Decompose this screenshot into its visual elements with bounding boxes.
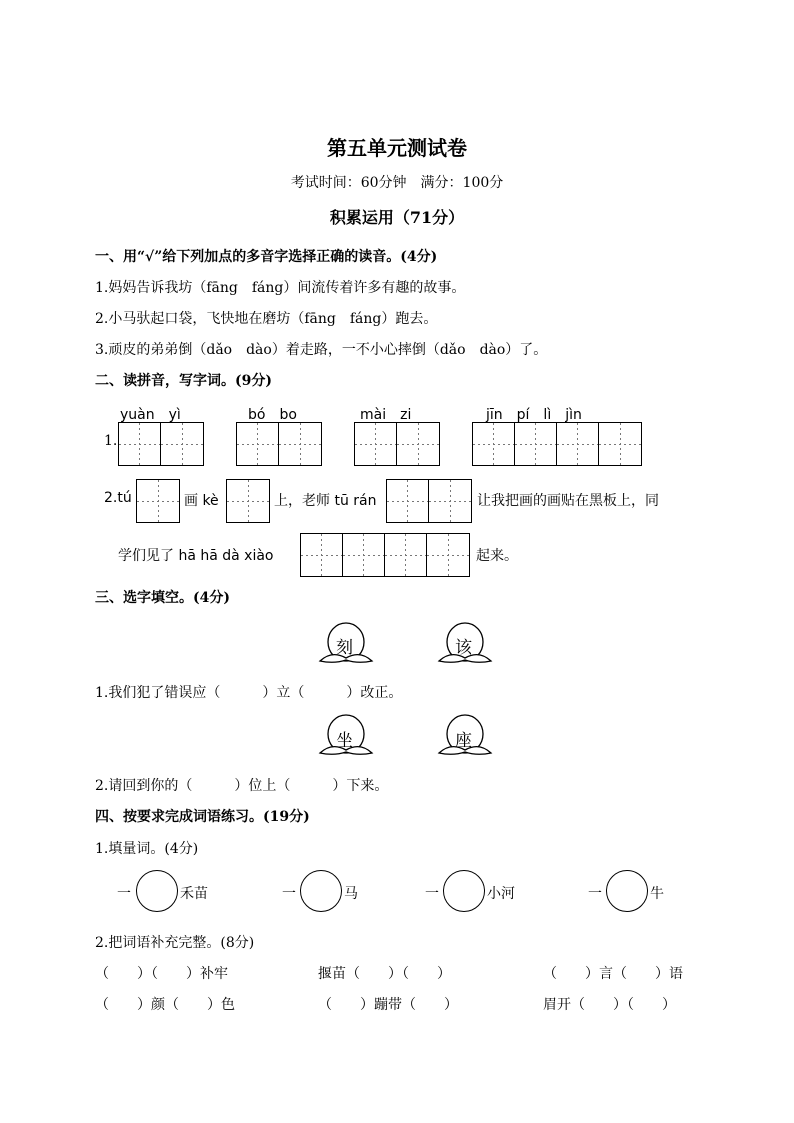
- peach-char-1: 刻: [336, 638, 353, 658]
- pinyin-1: yuàn yì: [120, 407, 181, 423]
- q3-heading: 三、选字填空。(4分): [95, 590, 230, 606]
- grid-cell[interactable]: [387, 480, 429, 522]
- q4-sub-2: 2.把词语补充完整。(8分): [95, 935, 255, 951]
- q3-item-1: 1.我们犯了错误应（ ）立（ ）改正。: [95, 685, 403, 701]
- grid-cell[interactable]: [397, 423, 439, 465]
- row2-text-b: 画 kè: [184, 493, 219, 509]
- writing-grid-5[interactable]: [136, 479, 180, 523]
- dash-yi: 一: [117, 886, 131, 902]
- q4-heading: 四、按要求完成词语练习。(19分): [95, 809, 310, 825]
- dash-yi: 一: [425, 886, 439, 902]
- q1-item-1: 1.妈妈告诉我坊（fāng fáng）间流传着许多有趣的故事。: [95, 280, 466, 296]
- grid-cell[interactable]: [119, 423, 161, 465]
- page-title: 第五单元测试卷: [327, 136, 467, 160]
- answer-circle[interactable]: [300, 870, 342, 912]
- writing-grid-6[interactable]: [226, 479, 270, 523]
- grid-cell[interactable]: [385, 534, 427, 576]
- dash-yi: 一: [588, 886, 602, 902]
- writing-grid-3[interactable]: [354, 422, 440, 466]
- grid-cell[interactable]: [557, 423, 599, 465]
- q1-heading: 一、用“√”给下列加点的多音字选择正确的读音。(4分): [95, 249, 438, 265]
- row2-text-a: 2.tú: [104, 490, 132, 506]
- grid-cell[interactable]: [237, 423, 279, 465]
- grid-cell[interactable]: [599, 423, 641, 465]
- grid-cell[interactable]: [137, 480, 179, 522]
- pinyin-4: jīn pí lì jìn: [486, 407, 582, 423]
- q4-sub-1: 1.填量词。(4分): [95, 841, 199, 857]
- writing-grid-8[interactable]: [300, 533, 470, 577]
- grid-cell[interactable]: [279, 423, 321, 465]
- grid-cell[interactable]: [161, 423, 203, 465]
- answer-circle[interactable]: [136, 870, 178, 912]
- idiom-5: （ ）蹦带（ ）: [318, 997, 458, 1013]
- q3-item-2: 2.请回到你的（ ）位上（ ）下来。: [95, 778, 389, 794]
- row2-text-e: 学们见了 hā hā dà xiào: [118, 548, 274, 564]
- measure-noun-1: 禾苗: [180, 886, 208, 902]
- measure-noun-3: 小河: [487, 886, 515, 902]
- exam-info: 考试时间：60分钟 满分：100分: [290, 175, 504, 191]
- q1-item-2: 2.小马驮起口袋，飞快地在磨坊（fāng fáng）跑去。: [95, 311, 438, 327]
- grid-cell[interactable]: [355, 423, 397, 465]
- idiom-3: （ ）言（ ）语: [543, 966, 683, 982]
- writing-grid-7[interactable]: [386, 479, 472, 523]
- grid-cell[interactable]: [301, 534, 343, 576]
- q2-heading: 二、读拼音，写字词。(9分): [95, 373, 272, 389]
- grid-cell[interactable]: [515, 423, 557, 465]
- section-heading: 积累运用（71分）: [329, 208, 465, 227]
- writing-grid-2[interactable]: [236, 422, 322, 466]
- grid-cell[interactable]: [427, 534, 469, 576]
- grid-cell[interactable]: [473, 423, 515, 465]
- row2-text-f: 起来。: [476, 548, 518, 564]
- idiom-1: （ ）（ ）补牢: [95, 966, 228, 982]
- writing-grid-1[interactable]: [118, 422, 204, 466]
- grid-cell[interactable]: [429, 480, 471, 522]
- row1-number: 1.: [104, 433, 118, 449]
- measure-noun-4: 牛: [650, 886, 664, 902]
- idiom-4: （ ）颜（ ）色: [95, 997, 235, 1013]
- grid-cell[interactable]: [343, 534, 385, 576]
- idiom-2: 揠苗（ ）（ ）: [318, 966, 451, 982]
- pinyin-3: mài zi: [360, 407, 412, 423]
- writing-grid-4[interactable]: [472, 422, 642, 466]
- row2-text-d: 让我把画的画贴在黑板上，同: [477, 493, 659, 509]
- grid-cell[interactable]: [227, 480, 269, 522]
- pinyin-2: bó bo: [248, 407, 297, 423]
- dash-yi: 一: [282, 886, 296, 902]
- peach-char-2: 该: [455, 638, 472, 658]
- row2-text-c: 上，老师 tū rán: [274, 493, 377, 509]
- peach-char-3: 坐: [336, 731, 353, 751]
- answer-circle[interactable]: [443, 870, 485, 912]
- measure-noun-2: 马: [344, 886, 358, 902]
- q1-item-3: 3.顽皮的弟弟倒（dǎo dào）着走路，一不小心摔倒（dǎo dào）了。: [95, 342, 548, 358]
- idiom-6: 眉开（ ）（ ）: [543, 997, 676, 1013]
- answer-circle[interactable]: [606, 870, 648, 912]
- peach-char-4: 座: [455, 731, 472, 751]
